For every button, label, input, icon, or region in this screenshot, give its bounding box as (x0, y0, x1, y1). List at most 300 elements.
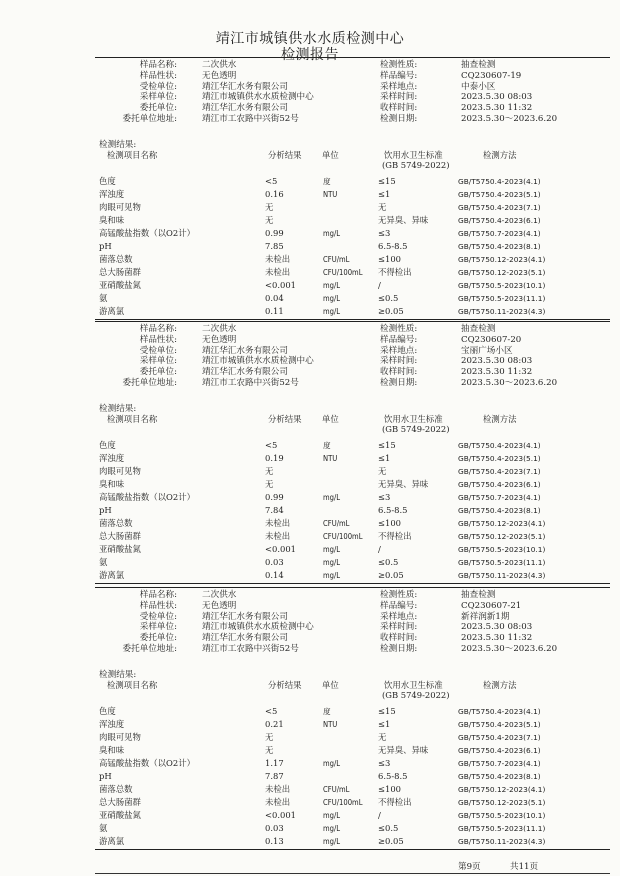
receive-time-label: 收样时间: (380, 367, 418, 378)
cell-item: 亚硝酸盐氮 (99, 280, 141, 290)
sampling-unit-label: 采样单位: (139, 622, 177, 633)
cell-item: 肉眼可见物 (99, 202, 141, 212)
info-row (95, 644, 610, 655)
info-row (95, 633, 610, 644)
results-table (95, 705, 610, 848)
cell-method: GB/T5750.4-2023(5.1) (458, 190, 541, 199)
cell-item: 色度 (99, 706, 116, 716)
block-bottom-divider (95, 583, 610, 584)
client-address-label: 委托单位地址: (122, 643, 177, 654)
column-header-standard: 饮用水卫生标准 (384, 150, 443, 160)
inspected-unit-label: 受检单位: (139, 611, 177, 622)
sampling-unit-label: 采样单位: (139, 356, 177, 367)
cell-result: 0.11 (265, 306, 284, 316)
cell-standard: 无异臭、异味 (378, 479, 429, 489)
results-label: 检测结果: (99, 140, 137, 150)
cell-unit: mg/L (323, 294, 341, 303)
cell-unit: CFU/mL (323, 785, 350, 794)
cell-unit: mg/L (323, 307, 341, 316)
cell-standard: 无 (378, 466, 387, 476)
column-header-unit: 单位 (322, 680, 339, 690)
table-row (95, 744, 610, 757)
cell-item: 肉眼可见物 (99, 732, 141, 742)
sample-name-value: 二次供水 (202, 324, 237, 334)
cell-standard: 6.5-8.5 (378, 505, 408, 515)
test-nature-label: 检测性质: (380, 60, 418, 70)
table-row (95, 175, 610, 188)
cell-standard: 无异臭、异味 (378, 745, 429, 755)
cell-item: 氨 (99, 557, 108, 567)
table-row (95, 835, 610, 848)
cell-result: <0.001 (265, 810, 296, 820)
cell-standard: ≤3 (378, 758, 391, 768)
cell-item: 色度 (99, 440, 116, 450)
cell-method: GB/T5750.4-2023(8.1) (458, 506, 541, 515)
document-title: 靖江市城镇供水水质检测中心 (215, 31, 405, 47)
cell-standard: ≤0.5 (378, 557, 399, 567)
sampling-time-label: 采样时间: (380, 356, 418, 367)
cell-unit: 度 (323, 441, 331, 450)
cell-result: <0.001 (265, 544, 296, 554)
sample-property-label: 样品性状: (139, 600, 177, 611)
cell-unit: mg/L (323, 558, 341, 567)
client-unit-value: 靖江华汇水务有限公司 (202, 367, 288, 378)
cell-unit: mg/L (323, 824, 341, 833)
cell-standard: ≤100 (378, 254, 402, 264)
sample-property-value: 无色透明 (202, 70, 237, 81)
table-row (95, 569, 610, 582)
client-address-value: 靖江市工农路中兴街52号 (202, 113, 299, 124)
cell-method: GB/T5750.12-2023(5.1) (458, 268, 546, 277)
column-header-standard-code: (GB 5749-2022) (382, 690, 450, 700)
cell-method: GB/T5750.12-2023(4.1) (458, 255, 546, 264)
cell-unit: CFU/100mL (323, 798, 363, 807)
block-top-divider (95, 587, 610, 588)
cell-unit: CFU/mL (323, 519, 350, 528)
cell-item: 高锰酸盐指数（以O2计） (99, 758, 195, 768)
test-date-label: 检测日期: (380, 377, 418, 388)
cell-method: GB/T5750.11-2023(4.3) (458, 837, 546, 846)
test-date-value: 2023.5.30～2023.6.20 (461, 643, 558, 654)
cell-unit: mg/L (323, 493, 341, 502)
test-nature-value: 抽查检测 (461, 590, 496, 600)
info-row (95, 378, 610, 389)
cell-unit: 度 (323, 177, 331, 186)
column-header-result: 分析结果 (268, 414, 302, 424)
sample-property-label: 样品性状: (139, 70, 177, 81)
table-row (95, 504, 610, 517)
info-row (95, 92, 610, 103)
document-subtitle: 检测报告 (281, 47, 339, 63)
sampling-location-value: 宝丽广场小区 (461, 345, 513, 356)
sampling-location-label: 采样地点: (380, 81, 418, 92)
cell-method: GB/T5750.4-2023(7.1) (458, 203, 541, 212)
results-table (95, 439, 610, 582)
table-row (95, 201, 610, 214)
column-header-unit: 单位 (322, 150, 339, 160)
cell-item: 浑浊度 (99, 719, 125, 729)
cell-standard: / (378, 280, 381, 290)
inspected-unit-value: 靖江华汇水务有限公司 (202, 81, 288, 92)
table-row (95, 757, 610, 770)
cell-standard: ≥0.05 (378, 570, 404, 580)
sampling-time-label: 采样时间: (380, 622, 418, 633)
receive-time-value: 2023.5.30 11:32 (461, 633, 533, 644)
cell-item: 总大肠菌群 (99, 797, 141, 807)
block-bottom-divider (95, 849, 610, 850)
cell-item: 菌落总数 (99, 254, 133, 264)
column-header-result: 分析结果 (268, 680, 302, 690)
block-top-divider (95, 321, 610, 322)
sample-info (95, 60, 610, 125)
table-row (95, 530, 610, 543)
client-address-value: 靖江市工农路中兴街52号 (202, 377, 299, 388)
sampling-location-value: 中泰小区 (461, 81, 496, 92)
table-row (95, 439, 610, 452)
sample-property-value: 无色透明 (202, 600, 237, 611)
sampling-unit-value: 靖江市城镇供水水质检测中心 (202, 92, 314, 103)
cell-result: 0.13 (265, 836, 284, 846)
cell-result: 0.16 (265, 189, 284, 199)
table-row (95, 240, 610, 253)
sampling-time-value: 2023.5.30 08:03 (461, 92, 533, 103)
cell-item: 总大肠菌群 (99, 531, 141, 541)
cell-item: 总大肠菌群 (99, 267, 141, 277)
info-row (95, 367, 610, 378)
cell-method: GB/T5750.11-2023(4.3) (458, 571, 546, 580)
table-row (95, 188, 610, 201)
table-row (95, 253, 610, 266)
cell-result: 未检出 (265, 797, 291, 807)
cell-method: GB/T5750.5-2023(10.1) (458, 811, 546, 820)
sampling-unit-value: 靖江市城镇供水水质检测中心 (202, 622, 314, 633)
cell-method: GB/T5750.4-2023(7.1) (458, 467, 541, 476)
test-nature-value: 抽查检测 (461, 60, 496, 70)
table-row (95, 491, 610, 504)
cell-result: 无 (265, 202, 274, 212)
sample-no-value: CQ230607-21 (461, 600, 522, 611)
cell-unit: CFU/100mL (323, 532, 363, 541)
cell-method: GB/T5750.4-2023(8.1) (458, 772, 541, 781)
info-row (95, 324, 610, 335)
cell-method: GB/T5750.12-2023(5.1) (458, 532, 546, 541)
cell-item: 亚硝酸盐氮 (99, 544, 141, 554)
cell-result: 无 (265, 466, 274, 476)
results-table-header (95, 679, 610, 701)
sample-name-value: 二次供水 (202, 60, 237, 70)
cell-standard: 6.5-8.5 (378, 241, 408, 251)
inspected-unit-value: 靖江华汇水务有限公司 (202, 345, 288, 356)
column-header-standard-code: (GB 5749-2022) (382, 424, 450, 434)
cell-result: 未检出 (265, 267, 291, 277)
cell-item: 浑浊度 (99, 453, 125, 463)
cell-item: 肉眼可见物 (99, 466, 141, 476)
sample-property-label: 样品性状: (139, 334, 177, 345)
table-row (95, 718, 610, 731)
cell-method: GB/T5750.7-2023(4.1) (458, 759, 541, 768)
cell-result: 1.17 (265, 758, 284, 768)
cell-unit: mg/L (323, 571, 341, 580)
cell-result: 0.21 (265, 719, 284, 729)
table-row (95, 822, 610, 835)
cell-item: pH (99, 505, 112, 515)
table-row (95, 517, 610, 530)
sample-no-label: 样品编号: (380, 70, 418, 81)
cell-result: 0.14 (265, 570, 284, 580)
block-bottom-divider (95, 319, 610, 320)
column-header-method: 检测方法 (483, 680, 517, 690)
cell-standard: ≤0.5 (378, 293, 399, 303)
cell-unit: mg/L (323, 229, 341, 238)
table-row (95, 478, 610, 491)
sample-no-label: 样品编号: (380, 334, 418, 345)
cell-result: <5 (265, 176, 278, 186)
cell-method: GB/T5750.7-2023(4.1) (458, 493, 541, 502)
page-total: 共11页 (510, 862, 539, 872)
cell-standard: 无 (378, 202, 387, 212)
cell-result: 未检出 (265, 784, 291, 794)
cell-standard: / (378, 810, 381, 820)
cell-item: 游离氯 (99, 570, 125, 580)
cell-standard: 不得检出 (378, 797, 412, 807)
cell-result: 无 (265, 215, 274, 225)
cell-standard: ≥0.05 (378, 836, 404, 846)
cell-method: GB/T5750.5-2023(11.1) (458, 294, 546, 303)
info-row (95, 622, 610, 633)
receive-time-label: 收样时间: (380, 633, 418, 644)
cell-unit: CFU/100mL (323, 268, 363, 277)
cell-method: GB/T5750.11-2023(4.3) (458, 307, 546, 316)
cell-unit: mg/L (323, 759, 341, 768)
footer-divider (95, 873, 610, 874)
cell-item: 臭和味 (99, 215, 125, 225)
cell-standard: ≤100 (378, 784, 402, 794)
report-block (95, 57, 610, 319)
results-table-header (95, 149, 610, 171)
client-unit-label: 委托单位: (139, 103, 177, 114)
table-row (95, 783, 610, 796)
client-address-label: 委托单位地址: (122, 377, 177, 388)
cell-result: <5 (265, 440, 278, 450)
test-date-value: 2023.5.30～2023.6.20 (461, 113, 558, 124)
report-block (95, 321, 610, 583)
table-row (95, 796, 610, 809)
sampling-time-label: 采样时间: (380, 92, 418, 103)
cell-result: 未检出 (265, 531, 291, 541)
cell-result: 未检出 (265, 518, 291, 528)
cell-standard: ≤1 (378, 453, 391, 463)
sampling-unit-value: 靖江市城镇供水水质检测中心 (202, 356, 314, 367)
cell-method: GB/T5750.4-2023(6.1) (458, 746, 541, 755)
receive-time-value: 2023.5.30 11:32 (461, 367, 533, 378)
sample-info (95, 590, 610, 655)
cell-item: 浑浊度 (99, 189, 125, 199)
cell-result: 0.04 (265, 293, 284, 303)
inspected-unit-value: 靖江华汇水务有限公司 (202, 611, 288, 622)
sample-info (95, 324, 610, 389)
cell-result: 0.03 (265, 557, 284, 567)
cell-result: 无 (265, 479, 274, 489)
info-row (95, 335, 610, 346)
sample-name-value: 二次供水 (202, 590, 237, 600)
cell-standard: ≤100 (378, 518, 402, 528)
table-row (95, 279, 610, 292)
cell-method: GB/T5750.4-2023(4.1) (458, 177, 541, 186)
info-row (95, 346, 610, 357)
cell-method: GB/T5750.5-2023(10.1) (458, 545, 546, 554)
cell-item: 高锰酸盐指数（以O2计） (99, 228, 195, 238)
table-row (95, 214, 610, 227)
cell-standard: 无异臭、异味 (378, 215, 429, 225)
info-row (95, 71, 610, 82)
block-top-divider (95, 57, 610, 58)
cell-unit: mg/L (323, 545, 341, 554)
column-header-standard: 饮用水卫生标准 (384, 414, 443, 424)
sample-name-label: 样品名称: (139, 324, 177, 334)
results-label: 检测结果: (99, 404, 137, 414)
cell-result: 0.99 (265, 228, 284, 238)
info-row (95, 601, 610, 612)
table-row (95, 770, 610, 783)
sampling-location-label: 采样地点: (380, 345, 418, 356)
cell-method: GB/T5750.4-2023(4.1) (458, 707, 541, 716)
cell-item: 臭和味 (99, 745, 125, 755)
cell-unit: mg/L (323, 811, 341, 820)
cell-standard: ≤1 (378, 189, 391, 199)
cell-result: 未检出 (265, 254, 291, 264)
sampling-time-value: 2023.5.30 08:03 (461, 356, 533, 367)
sampling-location-label: 采样地点: (380, 611, 418, 622)
cell-method: GB/T5750.5-2023(11.1) (458, 824, 546, 833)
results-table (95, 175, 610, 318)
table-row (95, 292, 610, 305)
test-date-label: 检测日期: (380, 113, 418, 124)
sample-no-value: CQ230607-19 (461, 70, 522, 81)
page-number: 第9页 (458, 862, 481, 872)
inspected-unit-label: 受检单位: (139, 81, 177, 92)
report-block (95, 587, 610, 849)
cell-result: <0.001 (265, 280, 296, 290)
cell-standard: 6.5-8.5 (378, 771, 408, 781)
cell-method: GB/T5750.5-2023(11.1) (458, 558, 546, 567)
cell-method: GB/T5750.12-2023(5.1) (458, 798, 546, 807)
cell-method: GB/T5750.5-2023(10.1) (458, 281, 546, 290)
cell-result: 7.85 (265, 241, 284, 251)
cell-method: GB/T5750.4-2023(4.1) (458, 441, 541, 450)
cell-result: 无 (265, 745, 274, 755)
table-row (95, 305, 610, 318)
column-header-method: 检测方法 (483, 150, 517, 160)
client-unit-value: 靖江华汇水务有限公司 (202, 633, 288, 644)
cell-item: 菌落总数 (99, 784, 133, 794)
table-row (95, 227, 610, 240)
cell-method: GB/T5750.12-2023(4.1) (458, 785, 546, 794)
column-header-standard-code: (GB 5749-2022) (382, 160, 450, 170)
sample-property-value: 无色透明 (202, 334, 237, 345)
cell-item: 氨 (99, 823, 108, 833)
cell-method: GB/T5750.4-2023(6.1) (458, 216, 541, 225)
cell-result: 0.19 (265, 453, 284, 463)
cell-standard: 不得检出 (378, 531, 412, 541)
sampling-unit-label: 采样单位: (139, 92, 177, 103)
receive-time-label: 收样时间: (380, 103, 418, 114)
cell-item: 游离氯 (99, 836, 125, 846)
inspected-unit-label: 受检单位: (139, 345, 177, 356)
cell-result: 无 (265, 732, 274, 742)
column-header-unit: 单位 (322, 414, 339, 424)
info-row (95, 356, 610, 367)
client-unit-value: 靖江华汇水务有限公司 (202, 103, 288, 114)
cell-item: 菌落总数 (99, 518, 133, 528)
client-address-value: 靖江市工农路中兴街52号 (202, 643, 299, 654)
results-table-header (95, 413, 610, 435)
client-unit-label: 委托单位: (139, 367, 177, 378)
client-unit-label: 委托单位: (139, 633, 177, 644)
cell-standard: ≤15 (378, 440, 396, 450)
cell-item: pH (99, 771, 112, 781)
info-row (95, 82, 610, 93)
column-header-standard: 饮用水卫生标准 (384, 680, 443, 690)
table-row (95, 809, 610, 822)
column-header-method: 检测方法 (483, 414, 517, 424)
cell-item: pH (99, 241, 112, 251)
cell-method: GB/T5750.4-2023(7.1) (458, 733, 541, 742)
info-row (95, 114, 610, 125)
sample-no-label: 样品编号: (380, 600, 418, 611)
test-date-value: 2023.5.30～2023.6.20 (461, 377, 558, 388)
table-row (95, 266, 610, 279)
cell-standard: ≤3 (378, 492, 391, 502)
cell-standard: 不得检出 (378, 267, 412, 277)
info-row (95, 590, 610, 601)
cell-item: 氨 (99, 293, 108, 303)
table-row (95, 465, 610, 478)
cell-standard: ≤3 (378, 228, 391, 238)
cell-unit: 度 (323, 707, 331, 716)
results-label: 检测结果: (99, 670, 137, 680)
table-row (95, 731, 610, 744)
cell-standard: ≤15 (378, 706, 396, 716)
cell-method: GB/T5750.7-2023(4.1) (458, 229, 541, 238)
cell-standard: ≥0.05 (378, 306, 404, 316)
test-date-label: 检测日期: (380, 643, 418, 654)
cell-result: 0.99 (265, 492, 284, 502)
info-row (95, 60, 610, 71)
cell-item: 色度 (99, 176, 116, 186)
cell-unit: CFU/mL (323, 255, 350, 264)
receive-time-value: 2023.5.30 11:32 (461, 103, 533, 114)
cell-item: 高锰酸盐指数（以O2计） (99, 492, 195, 502)
cell-item: 臭和味 (99, 479, 125, 489)
info-row (95, 103, 610, 114)
cell-standard: ≤15 (378, 176, 396, 186)
table-row (95, 705, 610, 718)
cell-unit: mg/L (323, 281, 341, 290)
column-header-item: 检测项目名称 (107, 414, 158, 424)
sampling-time-value: 2023.5.30 08:03 (461, 622, 533, 633)
table-row (95, 452, 610, 465)
info-row (95, 612, 610, 623)
cell-item: 游离氯 (99, 306, 125, 316)
cell-standard: / (378, 544, 381, 554)
cell-unit: NTU (323, 454, 338, 463)
cell-unit: mg/L (323, 837, 341, 846)
test-nature-value: 抽查检测 (461, 324, 496, 334)
column-header-item: 检测项目名称 (107, 150, 158, 160)
cell-item: 亚硝酸盐氮 (99, 810, 141, 820)
cell-standard: ≤0.5 (378, 823, 399, 833)
client-address-label: 委托单位地址: (122, 113, 177, 124)
